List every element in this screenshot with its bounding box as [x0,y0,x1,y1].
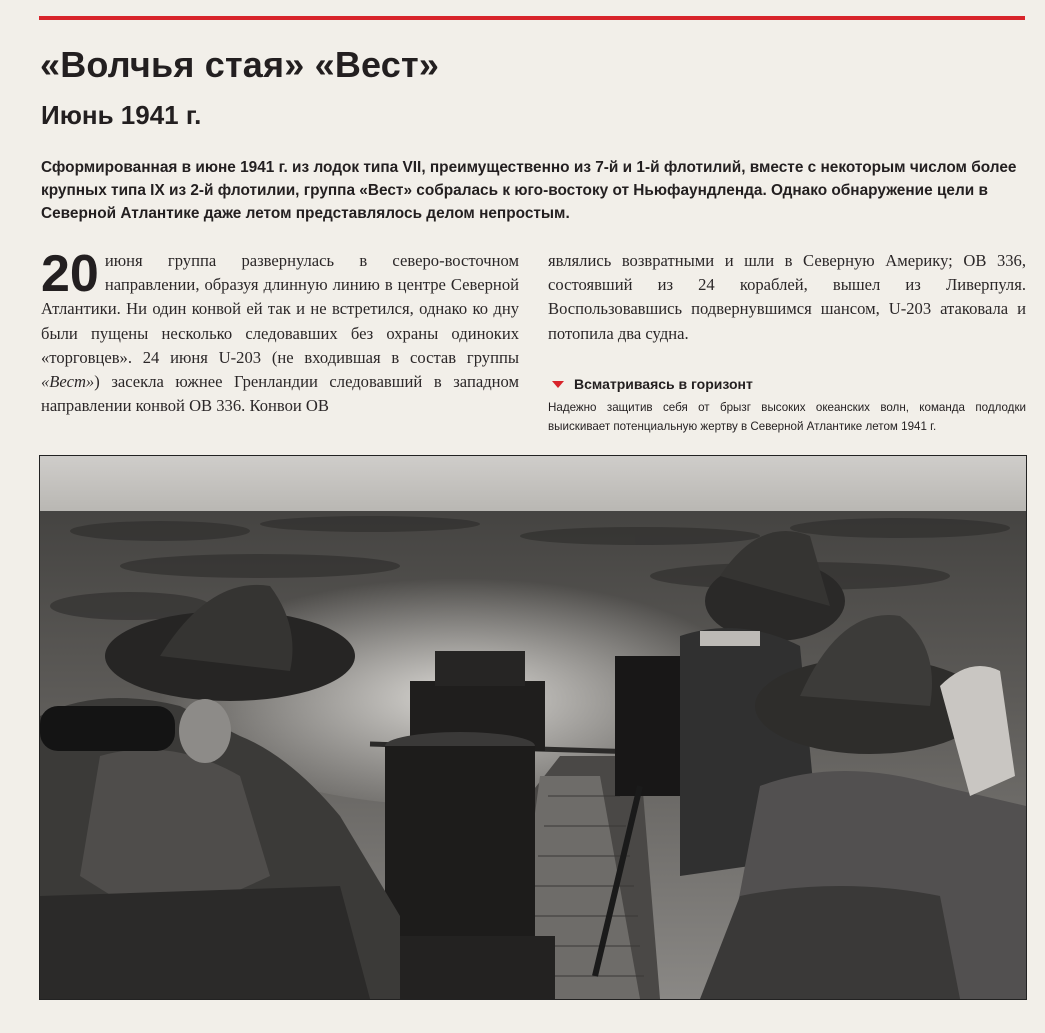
article-text-emphasis: «Вест» [41,372,95,392]
drop-cap: 20 [41,245,99,303]
article-column-right: являлись возвратными и шли в Северную Америку; OB 336, состоявший из 24 кораблей, вышел из Ливерпуля. Воспользовавшись подвернувшимся шансом, U-203 атаковала и потопила два судна. [548,251,1026,343]
lead-paragraph: Сформированная в июне 1941 г. из лодок типа VII, преимущественно из 7-й и 1-й флотилий, вместе с некоторым числом более крупных типа IX из 2-й флотилии, группа «Вест» собралась к юго-востоку от Ньюфаундленда. Однако обнаружение цели в Северной Атлантике даже летом представлялось делом непростым. [41,159,1017,222]
caption-text: Надежно защитив себя от брызг высоких океанских волн, команда подлодки выискивает потенциальную жертву в Северной Атлантике летом 1941 г. [548,401,1026,433]
caption-heading-text: Всматриваясь в горизонт [574,376,753,392]
top-red-rule [39,16,1025,20]
article-text-part-1: июня группа развернулась в северо-восточном направлении, образуя длинную линию в центре Северной Атлантики. Ни один конвой ей так и не встретился, однако ко дну были пущены несколько следовавших без охраны одиноких «торговцев». 24 июня U-203 (не входившая в состав группы [41,251,519,367]
article-text-part-2: ) засекла южнее Гренландии следовавший в западном направлении конвой OB 336. Конвои OB [41,372,519,416]
article-column-left [41,245,519,418]
caption-heading [548,376,753,392]
caption-triangle-icon [552,381,564,388]
page-subtitle: Июнь 1941 г. [41,100,202,130]
uboat-crew-photo [39,455,1027,1000]
page-title: «Волчья стая» «Вест» [40,44,440,85]
